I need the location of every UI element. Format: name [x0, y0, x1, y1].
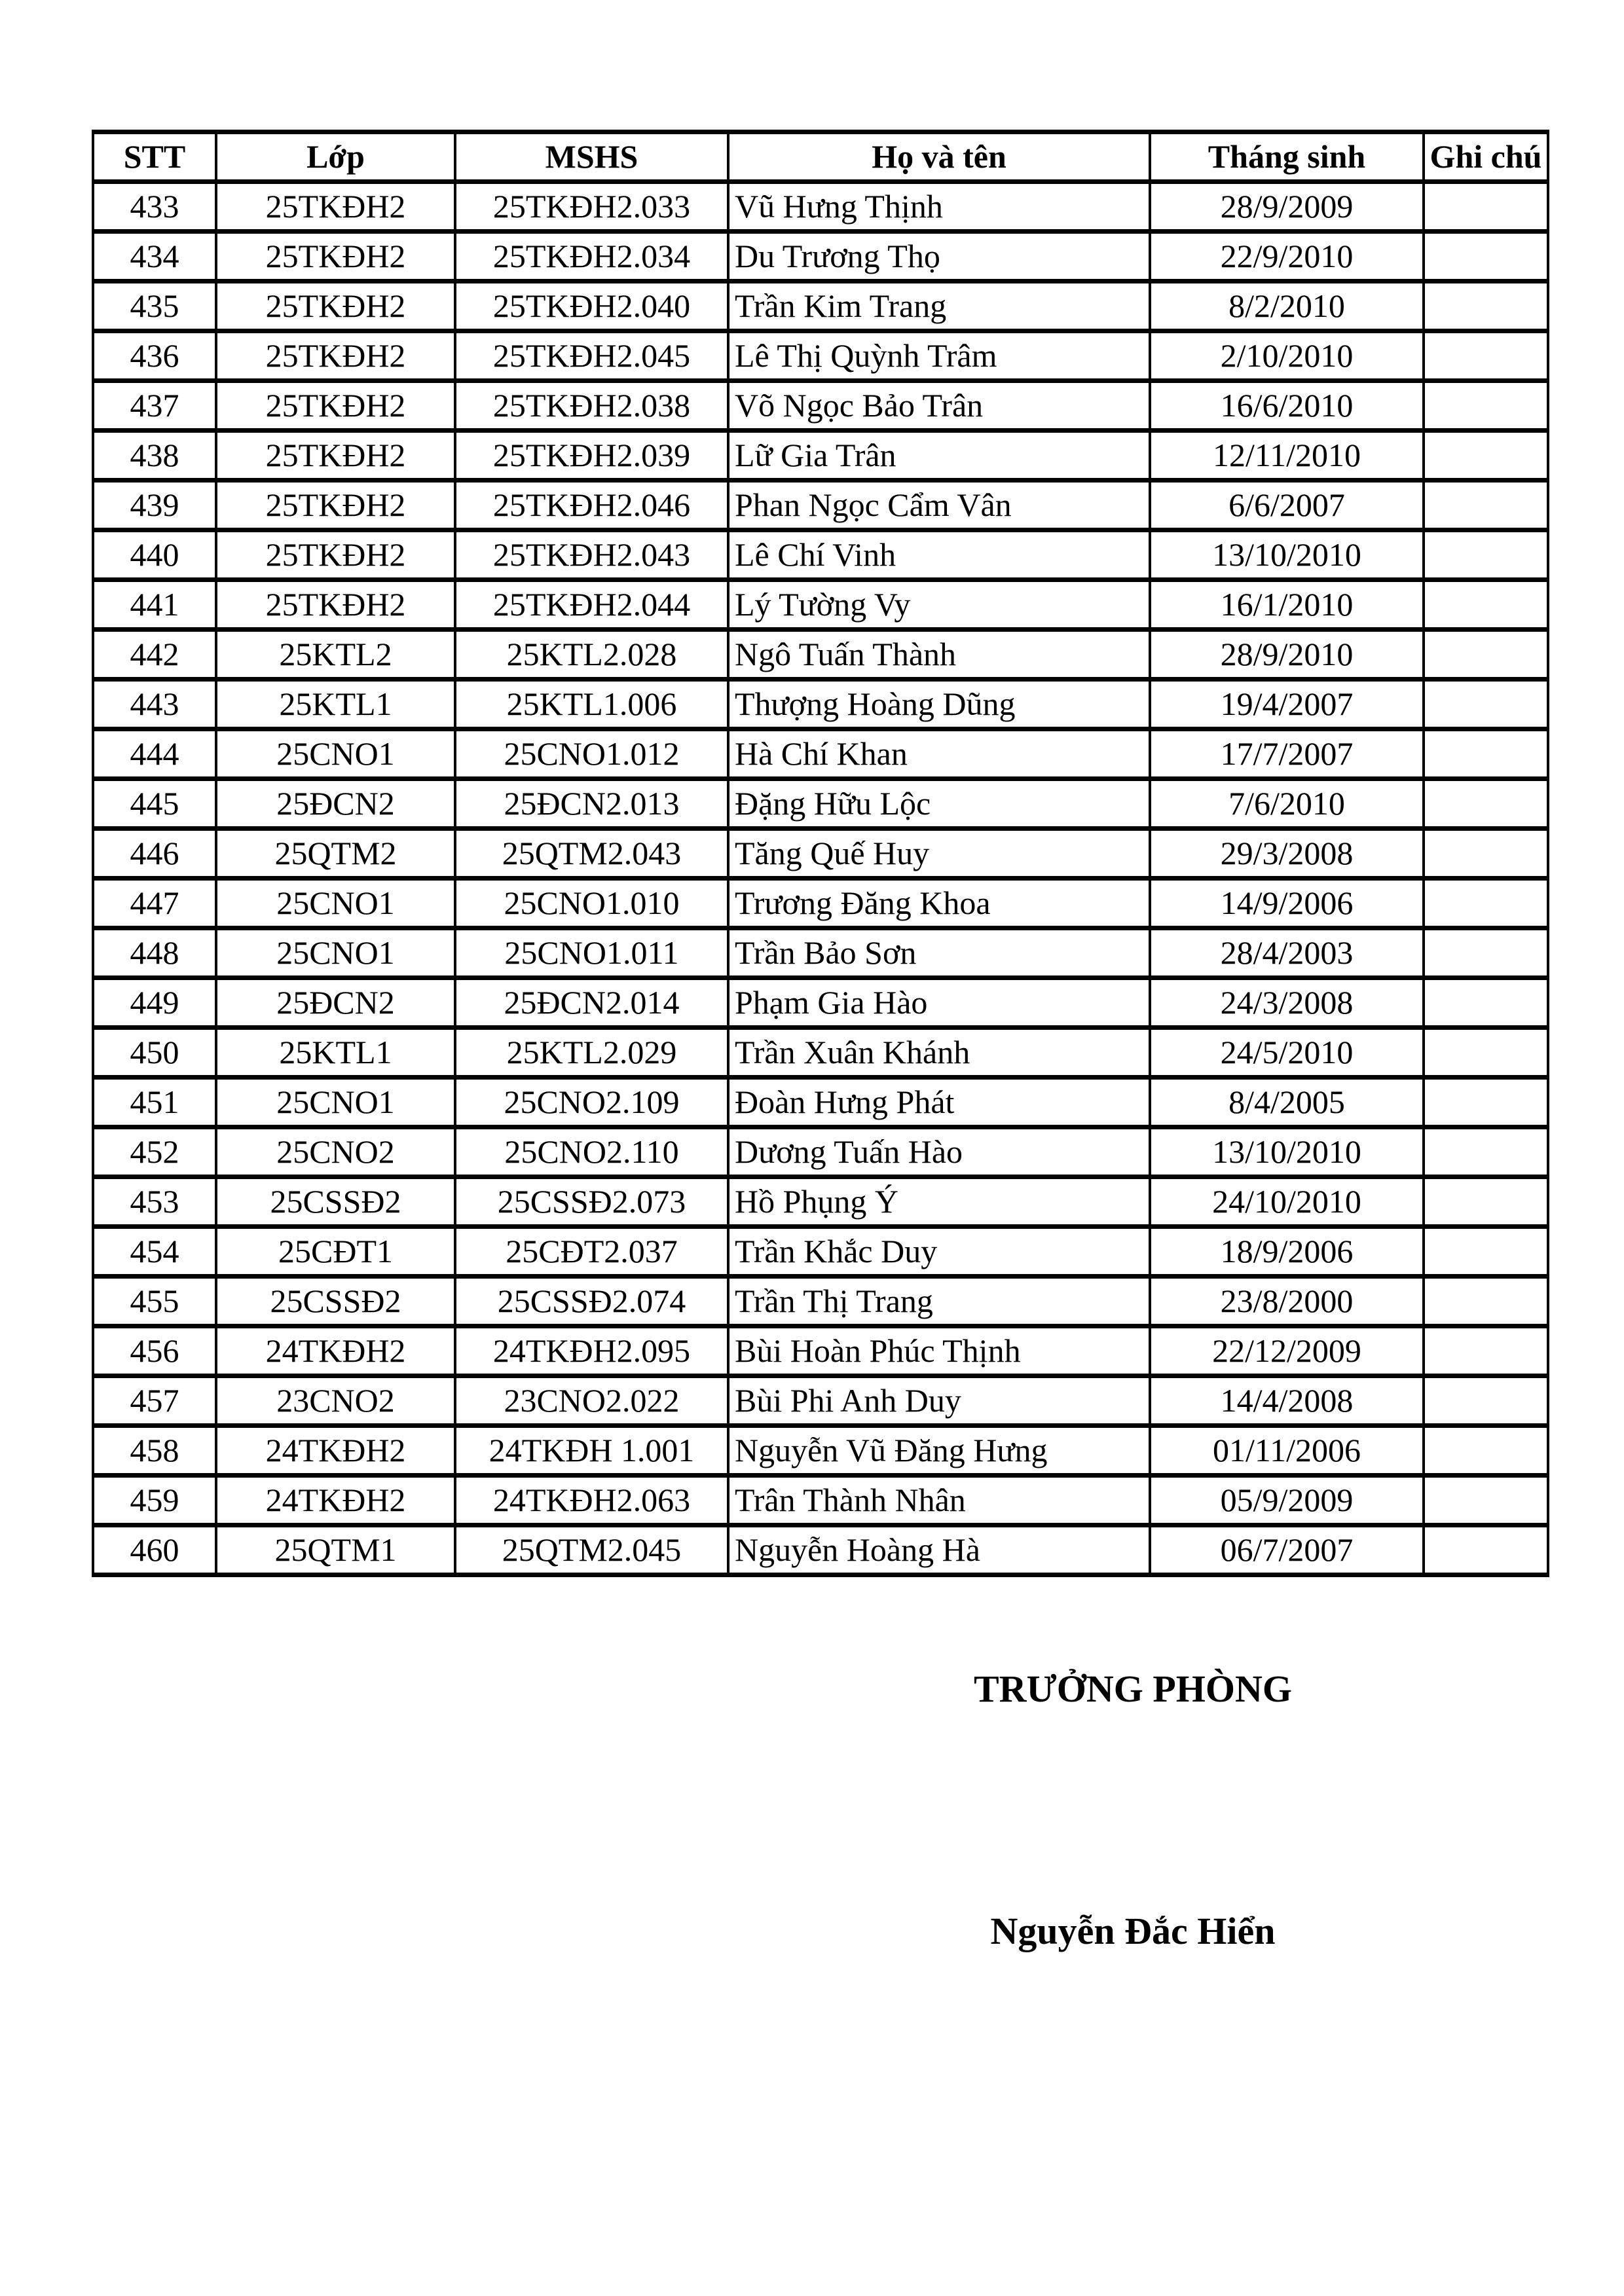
- cell-hoten: Nguyễn Hoàng Hà: [728, 1525, 1150, 1575]
- cell-mshs: 25KTL1.006: [455, 680, 728, 729]
- cell-ghichu: [1424, 1376, 1548, 1426]
- cell-lop: 25CSSĐ2: [216, 1277, 455, 1326]
- cell-ghichu: [1424, 182, 1548, 232]
- table-row: [93, 1525, 1548, 1575]
- cell-hoten: Ngô Tuấn Thành: [728, 630, 1150, 680]
- cell-stt: 445: [93, 779, 216, 829]
- column-header-lop: Lớp: [216, 132, 455, 182]
- cell-mshs: 25TKĐH2.043: [455, 530, 728, 580]
- approver-name: Nguyễn Đắc Hiển: [990, 1910, 1276, 1952]
- cell-stt: 460: [93, 1525, 216, 1575]
- cell-ghichu: [1424, 1525, 1548, 1575]
- cell-hoten: Vũ Hưng Thịnh: [728, 182, 1150, 232]
- cell-thangsinh: 16/1/2010: [1150, 580, 1424, 630]
- cell-stt: 436: [93, 331, 216, 381]
- cell-hoten: Tăng Quế Huy: [728, 829, 1150, 879]
- cell-thangsinh: 6/6/2007: [1150, 481, 1424, 530]
- cell-mshs: 25CNO1.012: [455, 729, 728, 779]
- cell-stt: 435: [93, 282, 216, 331]
- cell-hoten: Trần Thị Trang: [728, 1277, 1150, 1326]
- cell-hoten: Lê Thị Quỳnh Trâm: [728, 331, 1150, 381]
- column-header-mshs: MSHS: [455, 132, 728, 182]
- cell-hoten: Trần Xuân Khánh: [728, 1028, 1150, 1078]
- cell-thangsinh: 28/9/2009: [1150, 182, 1424, 232]
- cell-hoten: Lê Chí Vinh: [728, 530, 1150, 580]
- table-row: [93, 282, 1548, 331]
- cell-ghichu: [1424, 779, 1548, 829]
- cell-ghichu: [1424, 1177, 1548, 1227]
- cell-mshs: 25CSSĐ2.074: [455, 1277, 728, 1326]
- cell-mshs: 25QTM2.045: [455, 1525, 728, 1575]
- cell-stt: 434: [93, 232, 216, 282]
- cell-lop: 25CNO1: [216, 879, 455, 928]
- cell-mshs: 25TKĐH2.034: [455, 232, 728, 282]
- cell-stt: 458: [93, 1426, 216, 1476]
- cell-ghichu: [1424, 1227, 1548, 1277]
- table-row: [93, 879, 1548, 928]
- table-row: [93, 1426, 1548, 1476]
- cell-lop: 25ĐCN2: [216, 779, 455, 829]
- cell-stt: 453: [93, 1177, 216, 1227]
- cell-lop: 25CNO1: [216, 1078, 455, 1127]
- cell-lop: 25CNO2: [216, 1127, 455, 1177]
- cell-stt: 454: [93, 1227, 216, 1277]
- table-row: [93, 1277, 1548, 1326]
- cell-ghichu: [1424, 729, 1548, 779]
- cell-hoten: Dương Tuấn Hào: [728, 1127, 1150, 1177]
- cell-lop: 25CNO1: [216, 928, 455, 978]
- table-row: [93, 779, 1548, 829]
- table-row: [93, 928, 1548, 978]
- cell-hoten: Nguyễn Vũ Đăng Hưng: [728, 1426, 1150, 1476]
- cell-hoten: Bùi Phi Anh Duy: [728, 1376, 1150, 1426]
- cell-mshs: 25TKĐH2.038: [455, 381, 728, 431]
- table-row: [93, 1326, 1548, 1376]
- cell-hoten: Trần Bảo Sơn: [728, 928, 1150, 978]
- cell-mshs: 25KTL2.028: [455, 630, 728, 680]
- cell-mshs: 25TKĐH2.045: [455, 331, 728, 381]
- cell-mshs: 25QTM2.043: [455, 829, 728, 879]
- cell-thangsinh: 28/4/2003: [1150, 928, 1424, 978]
- cell-thangsinh: 16/6/2010: [1150, 381, 1424, 431]
- cell-stt: 446: [93, 829, 216, 879]
- cell-hoten: Hồ Phụng Ý: [728, 1177, 1150, 1227]
- cell-lop: 25QTM2: [216, 829, 455, 879]
- cell-lop: 25ĐCN2: [216, 978, 455, 1028]
- cell-ghichu: [1424, 879, 1548, 928]
- cell-stt: 455: [93, 1277, 216, 1326]
- cell-thangsinh: 18/9/2006: [1150, 1227, 1424, 1277]
- cell-ghichu: [1424, 381, 1548, 431]
- cell-lop: 24TKĐH2: [216, 1326, 455, 1376]
- cell-lop: 25KTL1: [216, 680, 455, 729]
- cell-lop: 25TKĐH2: [216, 232, 455, 282]
- cell-mshs: 24TKĐH2.063: [455, 1476, 728, 1525]
- table-row: [93, 1078, 1548, 1127]
- cell-ghichu: [1424, 1326, 1548, 1376]
- table-header: [93, 132, 1548, 182]
- cell-thangsinh: 19/4/2007: [1150, 680, 1424, 729]
- cell-ghichu: [1424, 630, 1548, 680]
- cell-thangsinh: 06/7/2007: [1150, 1525, 1424, 1575]
- cell-stt: 457: [93, 1376, 216, 1426]
- cell-thangsinh: 22/12/2009: [1150, 1326, 1424, 1376]
- cell-thangsinh: 13/10/2010: [1150, 530, 1424, 580]
- cell-hoten: Trần Khắc Duy: [728, 1227, 1150, 1277]
- cell-ghichu: [1424, 431, 1548, 481]
- header-row: [93, 132, 1548, 182]
- cell-stt: 459: [93, 1476, 216, 1525]
- cell-mshs: 24TKĐH 1.001: [455, 1426, 728, 1476]
- cell-thangsinh: 24/3/2008: [1150, 978, 1424, 1028]
- cell-stt: 448: [93, 928, 216, 978]
- cell-mshs: 23CNO2.022: [455, 1376, 728, 1426]
- cell-lop: 25TKĐH2: [216, 580, 455, 630]
- cell-ghichu: [1424, 1476, 1548, 1525]
- cell-stt: 440: [93, 530, 216, 580]
- table-row: [93, 1028, 1548, 1078]
- cell-hoten: Đoàn Hưng Phát: [728, 1078, 1150, 1127]
- cell-hoten: Thượng Hoàng Dũng: [728, 680, 1150, 729]
- cell-stt: 444: [93, 729, 216, 779]
- table-row: [93, 1177, 1548, 1227]
- cell-lop: 25KTL2: [216, 630, 455, 680]
- cell-hoten: Hà Chí Khan: [728, 729, 1150, 779]
- cell-hoten: Du Trương Thọ: [728, 232, 1150, 282]
- table-row: [93, 978, 1548, 1028]
- cell-thangsinh: 23/8/2000: [1150, 1277, 1424, 1326]
- table-row: [93, 530, 1548, 580]
- cell-ghichu: [1424, 481, 1548, 530]
- cell-mshs: 25KTL2.029: [455, 1028, 728, 1078]
- table-row: [93, 481, 1548, 530]
- cell-stt: 449: [93, 978, 216, 1028]
- cell-hoten: Bùi Hoàn Phúc Thịnh: [728, 1326, 1150, 1376]
- cell-hoten: Trân Thành Nhân: [728, 1476, 1150, 1525]
- cell-hoten: Phan Ngọc Cẩm Vân: [728, 481, 1150, 530]
- cell-lop: 25CĐT1: [216, 1227, 455, 1277]
- table-row: [93, 1476, 1548, 1525]
- cell-lop: 25CSSĐ2: [216, 1177, 455, 1227]
- cell-mshs: 25CNO1.010: [455, 879, 728, 928]
- cell-thangsinh: 12/11/2010: [1150, 431, 1424, 481]
- cell-mshs: 25TKĐH2.040: [455, 282, 728, 331]
- table-row: [93, 630, 1548, 680]
- cell-ghichu: [1424, 680, 1548, 729]
- cell-mshs: 24TKĐH2.095: [455, 1326, 728, 1376]
- cell-lop: 25TKĐH2: [216, 282, 455, 331]
- cell-hoten: Lữ Gia Trân: [728, 431, 1150, 481]
- cell-mshs: 25TKĐH2.044: [455, 580, 728, 630]
- cell-thangsinh: 17/7/2007: [1150, 729, 1424, 779]
- table-row: [93, 1227, 1548, 1277]
- cell-lop: 25CNO1: [216, 729, 455, 779]
- cell-thangsinh: 29/3/2008: [1150, 829, 1424, 879]
- cell-ghichu: [1424, 829, 1548, 879]
- cell-thangsinh: 8/4/2005: [1150, 1078, 1424, 1127]
- cell-lop: 25TKĐH2: [216, 481, 455, 530]
- cell-stt: 433: [93, 182, 216, 232]
- cell-stt: 447: [93, 879, 216, 928]
- cell-lop: 25QTM1: [216, 1525, 455, 1575]
- cell-stt: 438: [93, 431, 216, 481]
- cell-hoten: Trương Đăng Khoa: [728, 879, 1150, 928]
- cell-stt: 451: [93, 1078, 216, 1127]
- cell-ghichu: [1424, 1127, 1548, 1177]
- cell-mshs: 25ĐCN2.014: [455, 978, 728, 1028]
- cell-thangsinh: 24/10/2010: [1150, 1177, 1424, 1227]
- cell-lop: 25TKĐH2: [216, 431, 455, 481]
- cell-lop: 25TKĐH2: [216, 182, 455, 232]
- cell-stt: 443: [93, 680, 216, 729]
- cell-hoten: Đặng Hữu Lộc: [728, 779, 1150, 829]
- cell-ghichu: [1424, 530, 1548, 580]
- cell-mshs: 25CNO2.110: [455, 1127, 728, 1177]
- cell-thangsinh: 05/9/2009: [1150, 1476, 1424, 1525]
- cell-thangsinh: 8/2/2010: [1150, 282, 1424, 331]
- column-header-stt: STT: [93, 132, 216, 182]
- cell-hoten: Võ Ngọc Bảo Trân: [728, 381, 1150, 431]
- cell-ghichu: [1424, 1426, 1548, 1476]
- cell-thangsinh: 22/9/2010: [1150, 232, 1424, 282]
- cell-mshs: 25TKĐH2.046: [455, 481, 728, 530]
- column-header-ghichu: Ghi chú: [1424, 132, 1548, 182]
- student-list-table: [92, 130, 1549, 1577]
- cell-lop: 25TKĐH2: [216, 530, 455, 580]
- cell-lop: 23CNO2: [216, 1376, 455, 1426]
- approver-title: TRƯỞNG PHÒNG: [973, 1667, 1292, 1710]
- cell-stt: 456: [93, 1326, 216, 1376]
- table-row: [93, 580, 1548, 630]
- cell-ghichu: [1424, 282, 1548, 331]
- table-row: [93, 331, 1548, 381]
- cell-lop: 24TKĐH2: [216, 1426, 455, 1476]
- cell-thangsinh: 14/4/2008: [1150, 1376, 1424, 1426]
- cell-stt: 442: [93, 630, 216, 680]
- cell-mshs: 25CNO2.109: [455, 1078, 728, 1127]
- cell-mshs: 25CNO1.011: [455, 928, 728, 978]
- table-row: [93, 1127, 1548, 1177]
- cell-thangsinh: 2/10/2010: [1150, 331, 1424, 381]
- column-header-hoten: Họ và tên: [728, 132, 1150, 182]
- cell-ghichu: [1424, 580, 1548, 630]
- table-body: [93, 182, 1548, 1575]
- cell-mshs: 25ĐCN2.013: [455, 779, 728, 829]
- cell-stt: 452: [93, 1127, 216, 1177]
- cell-mshs: 25TKĐH2.033: [455, 182, 728, 232]
- cell-mshs: 25CSSĐ2.073: [455, 1177, 728, 1227]
- cell-hoten: Lý Tường Vy: [728, 580, 1150, 630]
- cell-mshs: 25TKĐH2.039: [455, 431, 728, 481]
- cell-ghichu: [1424, 1028, 1548, 1078]
- cell-ghichu: [1424, 232, 1548, 282]
- cell-thangsinh: 7/6/2010: [1150, 779, 1424, 829]
- cell-lop: 24TKĐH2: [216, 1476, 455, 1525]
- cell-stt: 441: [93, 580, 216, 630]
- cell-hoten: Phạm Gia Hào: [728, 978, 1150, 1028]
- cell-thangsinh: 13/10/2010: [1150, 1127, 1424, 1177]
- cell-lop: 25KTL1: [216, 1028, 455, 1078]
- cell-thangsinh: 24/5/2010: [1150, 1028, 1424, 1078]
- cell-ghichu: [1424, 928, 1548, 978]
- cell-stt: 439: [93, 481, 216, 530]
- table-row: [93, 431, 1548, 481]
- table-row: [93, 829, 1548, 879]
- cell-hoten: Trần Kim Trang: [728, 282, 1150, 331]
- table-row: [93, 381, 1548, 431]
- table-row: [93, 729, 1548, 779]
- column-header-thangsinh: Tháng sinh: [1150, 132, 1424, 182]
- table-row: [93, 232, 1548, 282]
- cell-ghichu: [1424, 978, 1548, 1028]
- table-row: [93, 182, 1548, 232]
- cell-lop: 25TKĐH2: [216, 381, 455, 431]
- cell-lop: 25TKĐH2: [216, 331, 455, 381]
- cell-thangsinh: 01/11/2006: [1150, 1426, 1424, 1476]
- cell-ghichu: [1424, 1277, 1548, 1326]
- table-row: [93, 680, 1548, 729]
- cell-stt: 450: [93, 1028, 216, 1078]
- cell-ghichu: [1424, 331, 1548, 381]
- cell-mshs: 25CĐT2.037: [455, 1227, 728, 1277]
- table-row: [93, 1376, 1548, 1426]
- cell-thangsinh: 28/9/2010: [1150, 630, 1424, 680]
- cell-thangsinh: 14/9/2006: [1150, 879, 1424, 928]
- cell-ghichu: [1424, 1078, 1548, 1127]
- cell-stt: 437: [93, 381, 216, 431]
